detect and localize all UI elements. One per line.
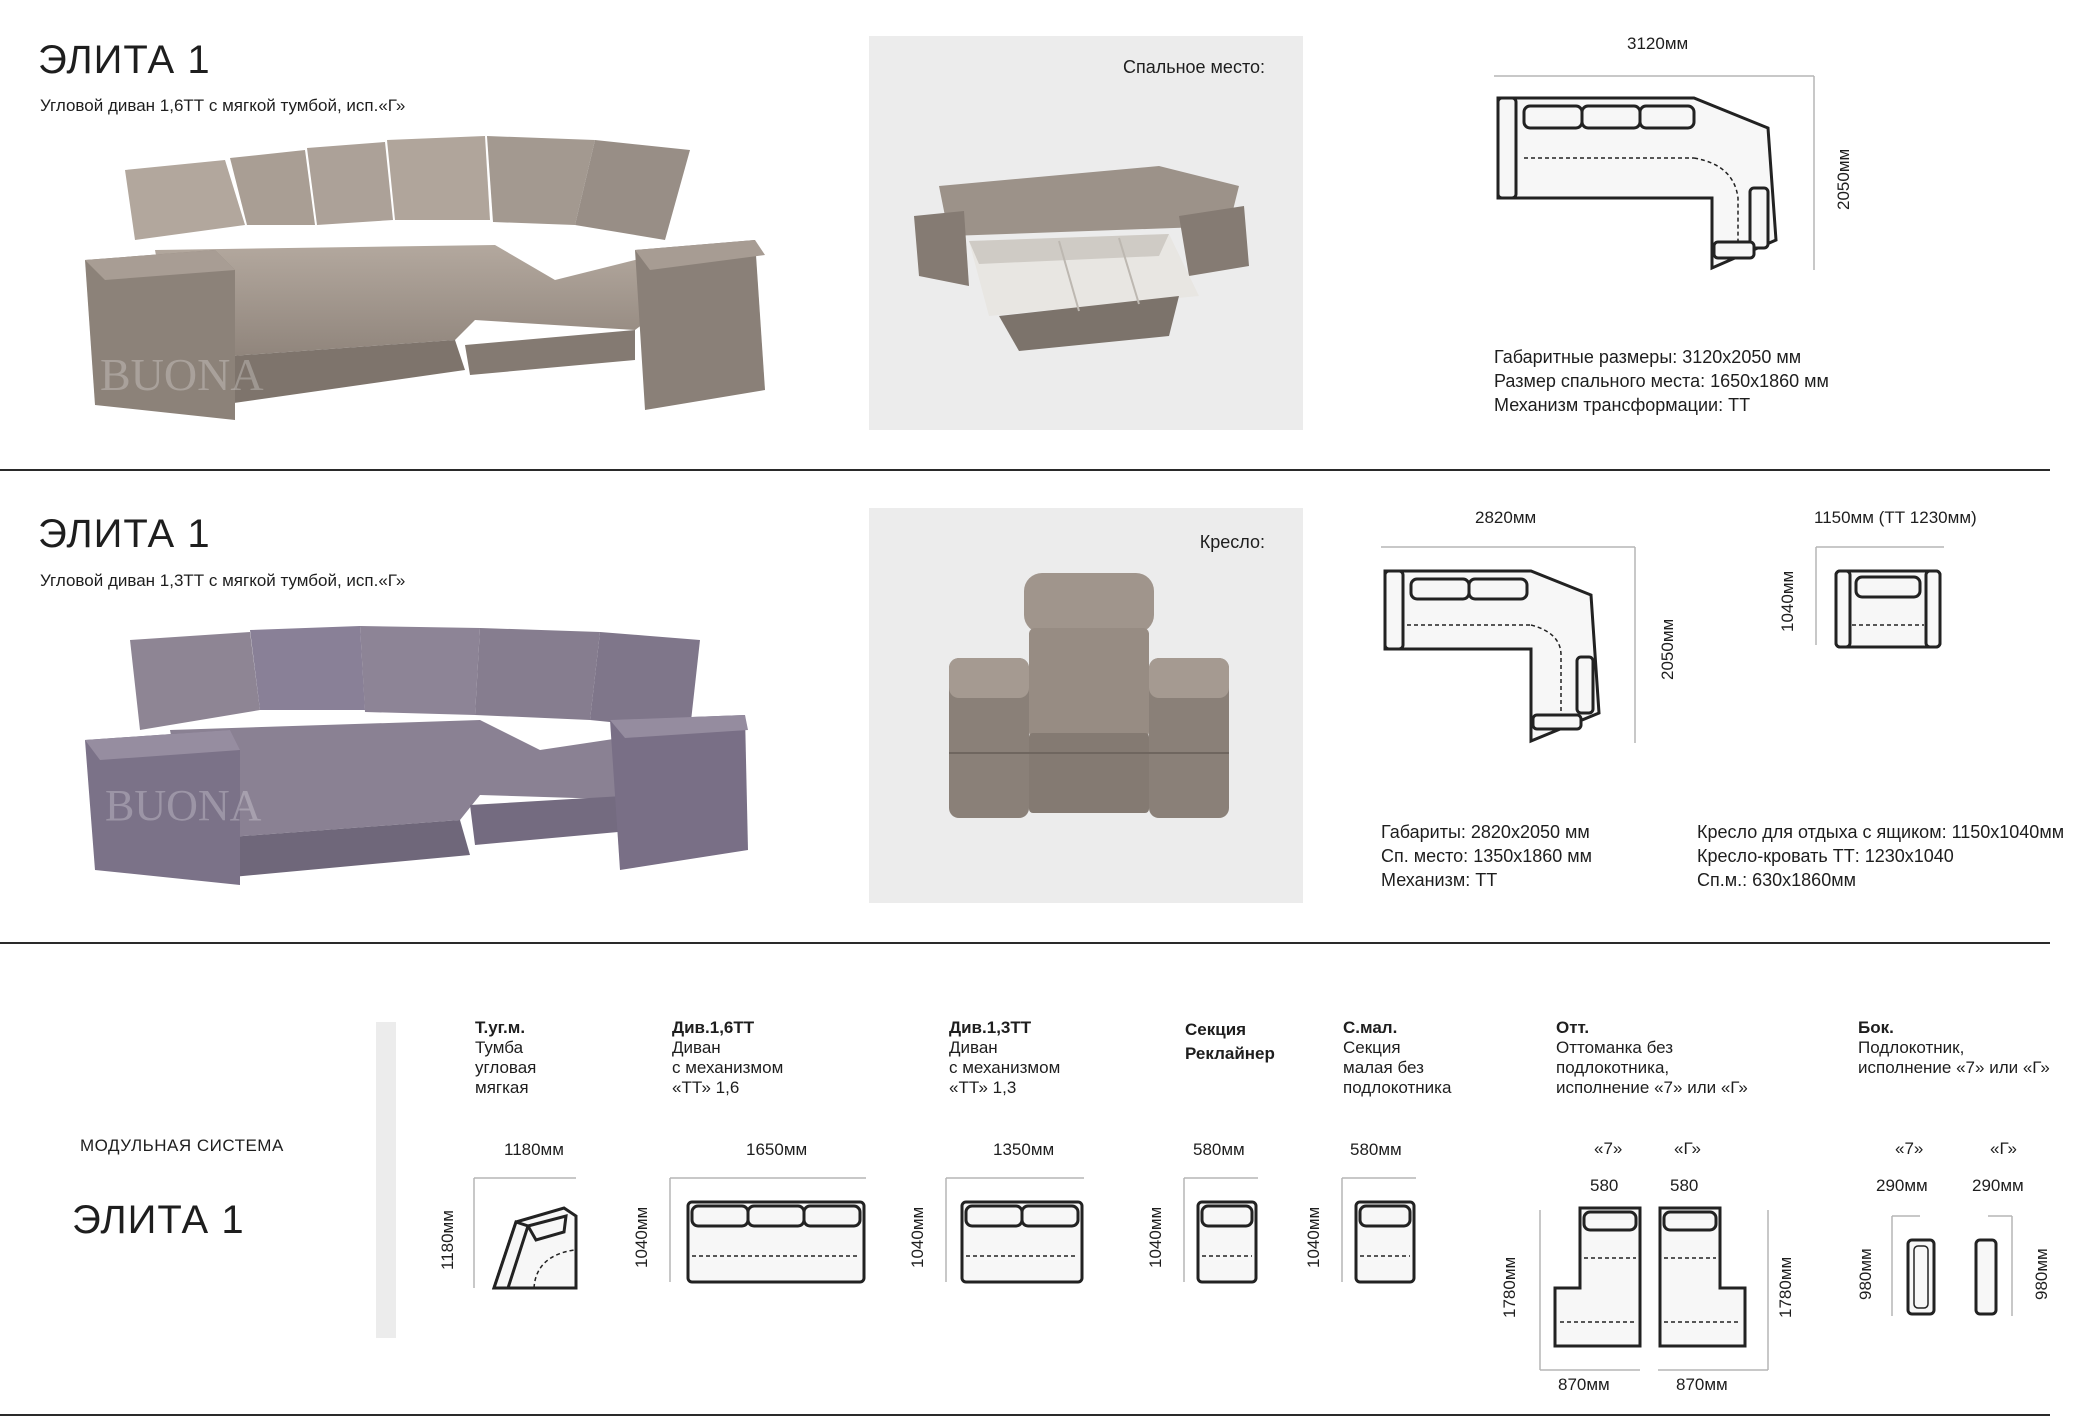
- arm-depth-g: 980мм: [2032, 1248, 2051, 1300]
- module-desc: «ТТ» 1,3: [949, 1078, 1017, 1097]
- modular-label: МОДУЛЬНАЯ СИСТЕМА: [80, 1136, 284, 1155]
- module-desc: исполнение «7» или «Г»: [1858, 1058, 2050, 1077]
- module-bok: [1858, 1018, 2050, 1078]
- arm-variant-7: «7»: [1895, 1139, 1924, 1158]
- row2-spec-line: Сп. место: 1350х1860 мм: [1381, 846, 1593, 866]
- chair-plan-diagram: [1816, 545, 1976, 655]
- module-desc: подлокотника: [1343, 1078, 1452, 1097]
- module-code: Отт.: [1556, 1018, 1590, 1037]
- module-recliner: [1185, 1018, 1275, 1066]
- armchair-photo: [944, 573, 1234, 833]
- row2-title: ЭЛИТА 1: [38, 512, 211, 556]
- module-desc: с механизмом: [672, 1058, 784, 1077]
- sofa-bed-photo: [909, 146, 1269, 366]
- row1-dim-width: 3120мм: [1627, 34, 1689, 53]
- row2-specs: [1381, 820, 1592, 892]
- watermark-text: BUONA: [105, 781, 262, 830]
- arm-width-g: 290мм: [1972, 1176, 2024, 1195]
- module-depth: 1040мм: [632, 1206, 651, 1268]
- module-smal-plan: [1342, 1176, 1422, 1286]
- module-code: Секция: [1185, 1020, 1247, 1039]
- armrest-plans: [1890, 1212, 2020, 1322]
- module-depth: 1040мм: [908, 1206, 927, 1268]
- module-depth: 1180мм: [438, 1210, 457, 1270]
- panel-label-armchair: Кресло:: [1199, 532, 1265, 552]
- module-width: 1350мм: [993, 1140, 1055, 1159]
- row2-spec-line: Габариты: 2820х2050 мм: [1381, 822, 1590, 842]
- module-desc: «ТТ» 1,6: [672, 1078, 740, 1097]
- module-tugm-plan: [474, 1176, 584, 1296]
- row1-spec-line: Механизм трансформации: ТТ: [1494, 395, 1751, 415]
- row2-dim-width: 2820мм: [1475, 508, 1537, 527]
- row1-specs: [1494, 345, 1829, 417]
- module-desc: Диван: [949, 1038, 998, 1057]
- row1-spec-line: Размер спального места: 1650х1860 мм: [1494, 371, 1829, 391]
- divider-1: [0, 469, 2050, 471]
- row2-spec-line: Механизм: ТТ: [1381, 870, 1498, 890]
- ott-width-g: 580: [1670, 1176, 1699, 1195]
- ott-variant-7: «7»: [1594, 1139, 1623, 1158]
- ott-variant-g: «Г»: [1674, 1139, 1701, 1158]
- sofa-photo-2: [80, 620, 760, 890]
- row2-subtitle: Угловой диван 1,3ТТ с мягкой тумбой, исп.«Г»: [40, 571, 406, 590]
- chair-spec-line: Кресло для отдыха с ящиком: 1150х1040мм: [1697, 822, 2065, 842]
- chair-dim-depth: 1040мм: [1778, 570, 1797, 632]
- ott-width-7: 580: [1590, 1176, 1619, 1195]
- module-depth: 1040мм: [1304, 1206, 1323, 1268]
- ott-base-7: 870мм: [1558, 1375, 1610, 1394]
- module-div13-plan: [946, 1176, 1096, 1286]
- module-smal: [1343, 1018, 1451, 1098]
- module-div16: [672, 1018, 783, 1098]
- row1-spec-line: Габаритные размеры: 3120х2050 мм: [1494, 347, 1802, 367]
- module-code: Т.уг.м.: [475, 1018, 526, 1037]
- modular-title: ЭЛИТА 1: [72, 1198, 245, 1242]
- row1-plan-diagram: [1494, 70, 1824, 280]
- sofa-photo-1: [75, 130, 765, 430]
- module-code: Див.1,3ТТ: [949, 1018, 1032, 1037]
- module-width: 580мм: [1193, 1140, 1245, 1159]
- row2-dim-depth: 2050мм: [1658, 618, 1677, 680]
- module-desc: угловая: [475, 1058, 537, 1077]
- module-width: 1180мм: [504, 1140, 564, 1159]
- module-div13: [949, 1018, 1060, 1098]
- ottoman-plans: [1530, 1200, 1780, 1375]
- module-desc: исполнение «7» или «Г»: [1556, 1078, 1748, 1097]
- module-code: С.мал.: [1343, 1018, 1398, 1037]
- ott-depth-g: 1780мм: [1776, 1256, 1795, 1318]
- arm-depth-7: 980мм: [1856, 1248, 1875, 1300]
- divider-2: [0, 942, 2050, 944]
- photo-panel-armchair: [869, 508, 1303, 903]
- module-desc: Тумба: [475, 1038, 524, 1057]
- module-desc: подлокотника,: [1556, 1058, 1670, 1077]
- divider-3: [0, 1414, 2050, 1416]
- module-desc: Подлокотник,: [1858, 1038, 1965, 1057]
- ott-base-g: 870мм: [1676, 1375, 1728, 1394]
- module-width: 1650мм: [746, 1140, 808, 1159]
- module-code: Бок.: [1858, 1018, 1894, 1037]
- row1-title: ЭЛИТА 1: [38, 38, 211, 82]
- photo-panel-sleeping: [869, 36, 1303, 430]
- modular-bar: [376, 1022, 396, 1338]
- row1-dim-depth: 2050мм: [1834, 148, 1853, 210]
- ott-depth-7: 1780мм: [1500, 1256, 1519, 1318]
- module-div16-plan: [670, 1176, 870, 1286]
- module-code: Див.1,6ТТ: [672, 1018, 755, 1037]
- row1-subtitle: Угловой диван 1,6ТТ с мягкой тумбой, исп.«Г»: [40, 96, 406, 115]
- module-desc: мягкая: [475, 1078, 529, 1097]
- row2-plan-diagram: [1381, 545, 1641, 745]
- module-depth: 1040мм: [1146, 1206, 1165, 1268]
- chair-dim-width: 1150мм (ТТ 1230мм): [1814, 508, 1977, 527]
- module-desc: Секция: [1343, 1038, 1401, 1057]
- chair-spec-line: Сп.м.: 630х1860мм: [1697, 870, 1856, 890]
- module-ott: [1556, 1018, 1748, 1098]
- panel-label-sleeping: Спальное место:: [1122, 57, 1265, 77]
- module-desc: Диван: [672, 1038, 721, 1057]
- module-tugm: [475, 1018, 536, 1098]
- module-desc: малая без: [1343, 1058, 1424, 1077]
- module-width: 580мм: [1350, 1140, 1402, 1159]
- module-desc: с механизмом: [949, 1058, 1061, 1077]
- chair-spec-line: Кресло-кровать ТТ: 1230х1040: [1697, 846, 1954, 866]
- arm-width-7: 290мм: [1876, 1176, 1928, 1195]
- chair-specs: [1697, 820, 2064, 892]
- module-code: Реклайнер: [1185, 1044, 1275, 1063]
- watermark-text: BUONA: [100, 349, 264, 400]
- module-desc: Оттоманка без: [1556, 1038, 1673, 1057]
- module-recliner-plan: [1184, 1176, 1264, 1286]
- arm-variant-g: «Г»: [1990, 1139, 2017, 1158]
